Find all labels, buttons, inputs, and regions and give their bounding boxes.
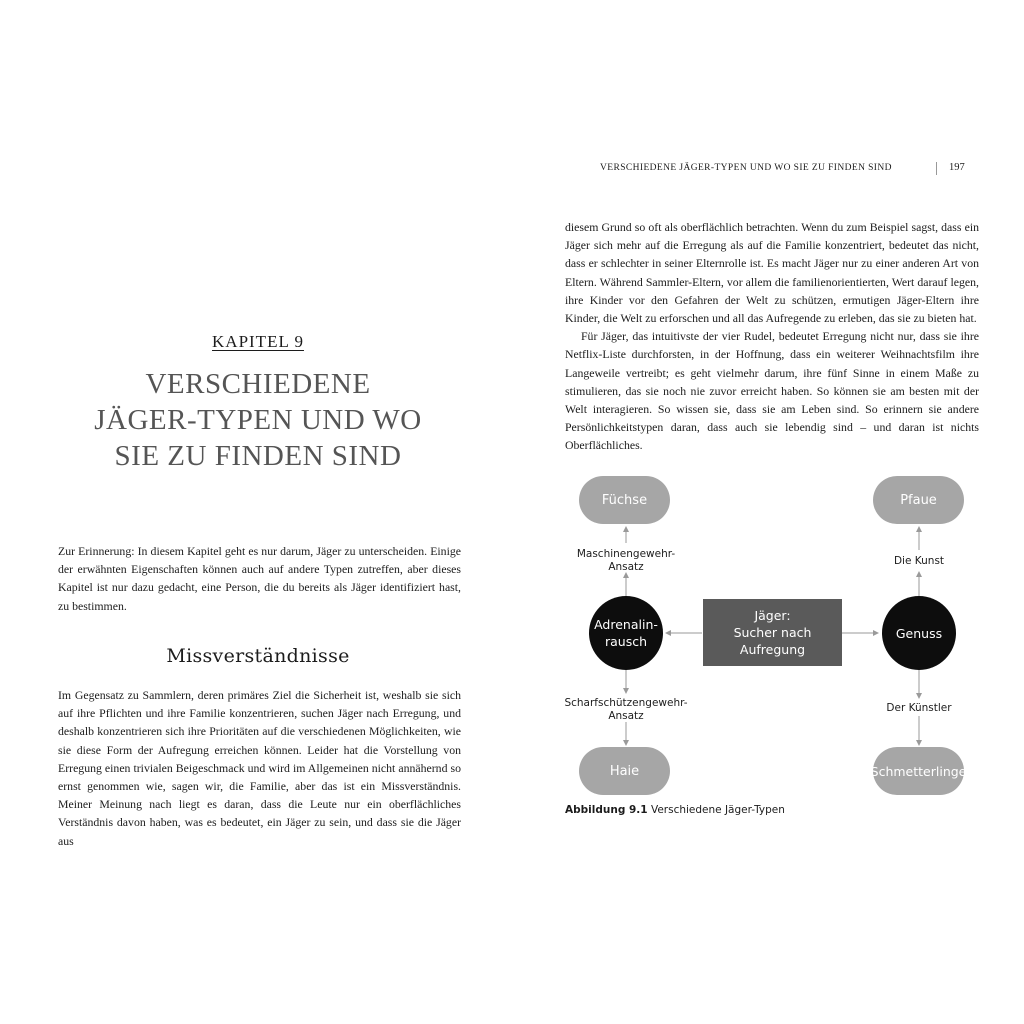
node-adrenalinrausch-line: Adrenalin- xyxy=(594,617,658,632)
page-number: 197 xyxy=(949,162,965,173)
edge-label-line: Scharfschützengewehr- xyxy=(564,697,688,709)
edge-label-line: Ansatz xyxy=(608,710,644,722)
node-fuechse: Füchse xyxy=(579,476,670,524)
node-adrenalinrausch-line: rausch xyxy=(604,634,647,649)
right-page xyxy=(512,0,1024,1024)
intro-paragraph: Zur Erinnerung: In diesem Kapitel geht es nur darum, Jäger zu unterscheiden. Einige der erwähnten Eigenschaften können auch auf andere Typen zutreffen, aber dieses Kapitel ist nur dazu gedacht, eine Person, die du bereits als Jäger identifiziert hast, zu bestimmen. xyxy=(58,544,461,613)
running-head: VERSCHIEDENE JÄGER-TYPEN UND WO SIE ZU FINDEN SIND xyxy=(600,163,892,173)
node-haie: Haie xyxy=(579,747,670,795)
node-pfaue: Pfaue xyxy=(873,476,964,524)
chapter-title xyxy=(58,366,458,474)
figure-caption-label: Abbildung 9.1 xyxy=(565,804,648,816)
node-jaeger-center xyxy=(703,599,842,666)
edge-label-maschinengewehr xyxy=(566,548,686,574)
node-schmetterlinge: Schmetterlinge xyxy=(873,747,964,795)
edge-label-scharfschuetzengewehr xyxy=(562,697,690,723)
edge-label-der-kuenstler: Der Künstler xyxy=(886,702,952,714)
center-line: Aufregung xyxy=(739,642,806,657)
body-paragraph: diesem Grund so oft als oberflächlich betrachten. Wenn du zum Beispiel sagst, dass ein Jäger sich mehr auf die Erregung als auf die Familie konzentriert, bedeutet das nicht, dass er schlechter in seiner Elternrolle ist. Es macht Jäger nur zu einer anderen Art von Eltern. Während Sammler-Eltern, vor allem die familienorientierten, Wert darauf legen, ihre Kinder vor den Gefahren der Welt zu schützen, ermutigen Jäger-Eltern ihre Kinder, die Welt zu erforschen und all das Aufregende zu erleben, das sie zu bieten hat. xyxy=(565,220,979,326)
right-body-text xyxy=(565,218,979,455)
running-head-divider xyxy=(936,162,937,175)
edge-label-line: Ansatz xyxy=(608,561,644,573)
section-heading: Missverständnisse xyxy=(166,645,350,667)
body-paragraph: Für Jäger, das intuitivste der vier Rudel, bedeutet Erregung nicht nur, dass sie ihre Netflix-Liste durchforsten, in der Hoffnung, dass ein weiterer Weihnachtsfilm ihre Langeweile vertreibt; es geht vielmehr darum, ihre fünf Sinne in einem Maße zu stimulieren, das sie noch nie zuvor erreicht haben. So können sie am besten mit der Welt interagieren. So wissen sie, dass sie am Leben sind. So erinnern sie andere Persönlichkeitstypen daran, dass auch sie lebendig sind – und daran ist nichts Oberflächliches. xyxy=(565,329,979,453)
chapter-label: KAPITEL 9 xyxy=(212,332,304,351)
center-line: Sucher nach xyxy=(733,625,812,640)
section-body-paragraph: Im Gegensatz zu Sammlern, deren primäres Ziel die Sicherheit ist, weshalb sie sich auf ihre Pflichten und ihre Familie konzentrieren, suchen Jäger nach Erregung, und deshalb konzentrieren sich ihre Prioritäten auf die verschiedenen Möglichkeiten, wie sie diese Form der Aufregung erreichen können. Leider hat die Vorstellung von Erregung einen trivialen Beigeschmack und wird im Allgemeinen nicht annähernd so ernst genommen wie, sagen wir, die Familie, aber das ist ein Missverständnis. Meiner Meinung nach liegt es daran, dass die Leute nur ein oberflächliches Verständnis davon haben, was es bedeutet, ein Jäger zu sein, und dass sie die Jäger aus xyxy=(58,688,461,848)
node-adrenalinrausch xyxy=(589,596,663,670)
figure-caption-text: Verschiedene Jäger-Typen xyxy=(650,804,785,816)
chapter-title-line: VERSCHIEDENE xyxy=(145,368,371,400)
hunter-types-diagram xyxy=(562,470,982,805)
figure-caption xyxy=(565,804,785,816)
chapter-title-line: JÄGER-TYPEN UND WO xyxy=(94,404,422,436)
node-genuss: Genuss xyxy=(882,596,956,670)
chapter-title-line: SIE ZU FINDEN SIND xyxy=(114,440,402,472)
edge-label-line: Maschinengewehr- xyxy=(576,548,676,560)
center-line: Jäger: xyxy=(754,608,791,623)
edge-label-die-kunst: Die Kunst xyxy=(893,555,945,567)
